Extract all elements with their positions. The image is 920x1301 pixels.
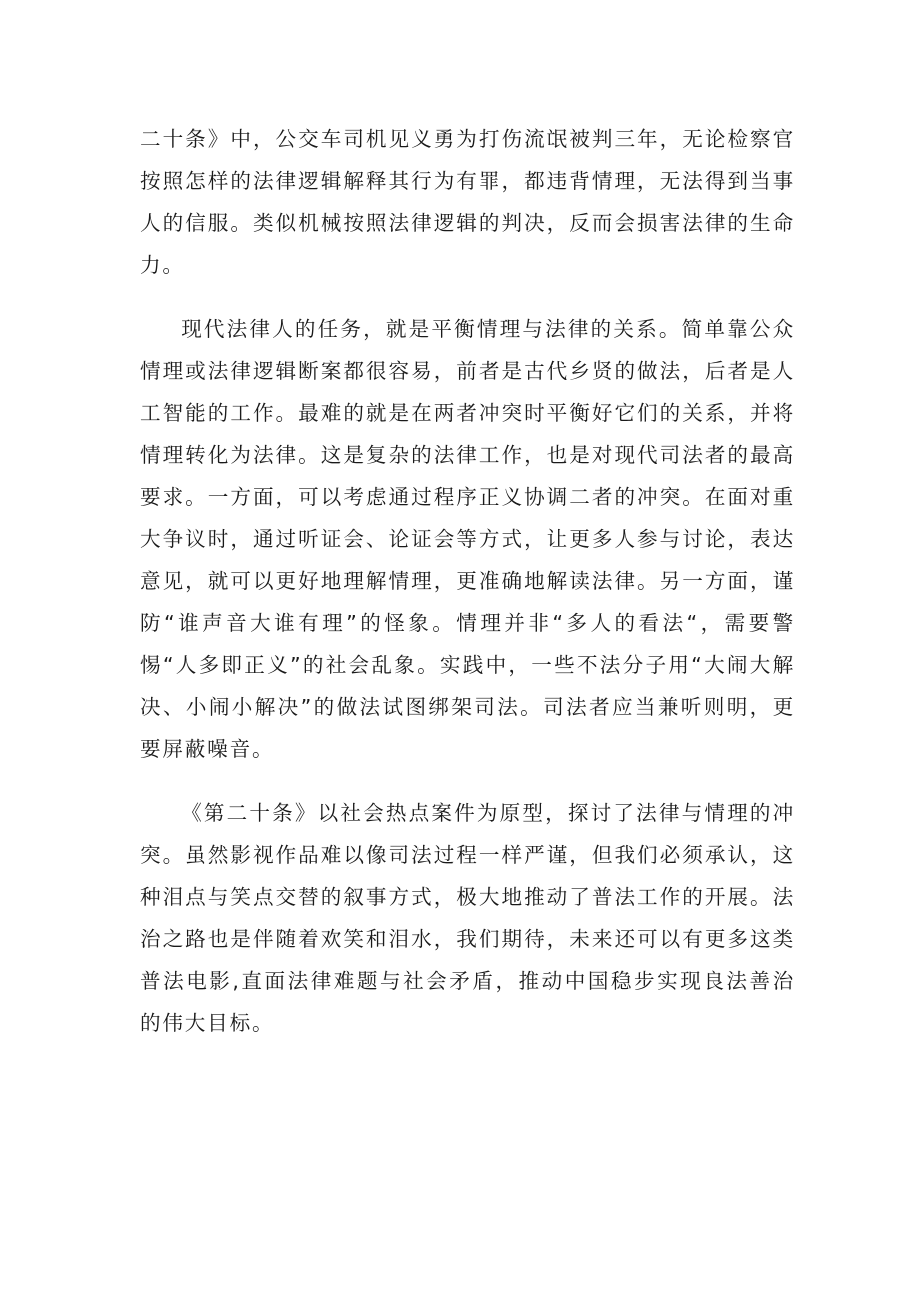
paragraph-continuation: 二十条》中，公交车司机见义勇为打伤流氓被判三年，无论检察官按照怎样的法律逻辑解释其行为有罪，都违背情理，无法得到当事人的信服。类似机械按照法律逻辑的判决，反而会损害法律的生命力。 [140, 127, 795, 277]
document-body [140, 118, 795, 1066]
paragraph-conclusion: 《第二十条》以社会热点案件为原型，探讨了法律与情理的冲突。虽然影视作品难以像司法过程一样严谨，但我们必须承认，这种泪点与笑点交替的叙事方式，极大地推动了普法工作的开展。法治之路也是伴随着欢笑和泪水，我们期待，未来还可以有更多这类普法电影,直面法律难题与社会矛盾，推动中国稳步实现良法善治的伟大目标。 [140, 801, 795, 1035]
paragraph-legal-task: 现代法律人的任务，就是平衡情理与法律的关系。简单靠公众情理或法律逻辑断案都很容易，前者是古代乡贤的做法，后者是人工智能的工作。最难的就是在两者冲突时平衡好它们的关系，并将情理转化为法律。这是复杂的法律工作，也是对现代司法者的最高要求。一方面，可以考虑通过程序正义协调二者的冲突。在面对重大争议时，通过听证会、论证会等方式，让更多人参与讨论，表达意见，就可以更好地理解情理，更准确地解读法律。另一方面，谨防“谁声音大谁有理”的怪象。情理并非“多人的看法“，需要警惕“人多即正义”的社会乱象。实践中，一些不法分子用“大闹大解决、小闹小解决”的做法试图绑架司法。司法者应当兼听则明，更要屏蔽噪音。 [140, 317, 795, 761]
